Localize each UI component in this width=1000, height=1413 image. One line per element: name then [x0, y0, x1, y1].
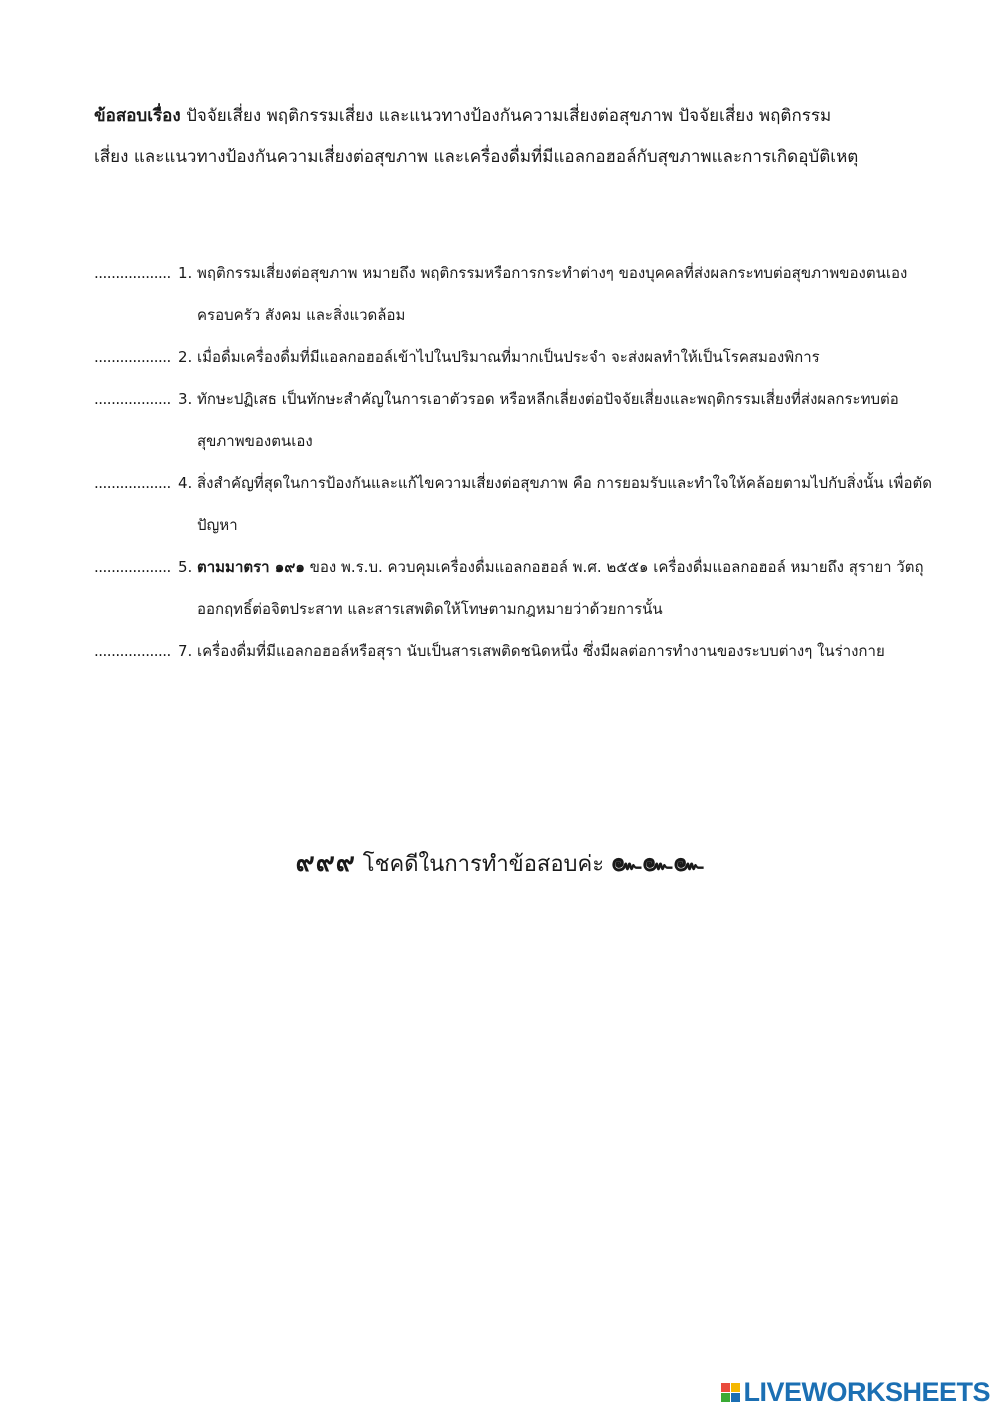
- question-5: [94, 546, 934, 630]
- question-number-7: 7.: [178, 642, 193, 660]
- question-1: [94, 252, 934, 336]
- liveworksheets-logo[interactable]: [721, 1377, 990, 1407]
- title-label: ข้อสอบเรื่อง: [94, 106, 181, 126]
- worksheet-title: [94, 96, 934, 178]
- question-number-4: 4.: [178, 474, 193, 492]
- question-number-1: 1.: [178, 264, 193, 282]
- logo-text: LIVEWORKSHEETS: [743, 1376, 990, 1407]
- question-list: [94, 252, 934, 672]
- question-text-3: ทักษะปฏิเสธ เป็นทักษะสำคัญในการเอาตัวรอด หรือหลีกเลี่ยงต่อปัจจัยเสี่ยงและพฤติกรรมเสี่ยงที่ส่งผลกระทบต่อสุขภาพของตนเอง: [197, 390, 899, 450]
- answer-blank-5[interactable]: ..................: [94, 558, 171, 576]
- question-text-2: เมื่อดื่มเครื่องดื่มที่มีแอลกอฮอล์เข้าไปในปริมาณที่มากเป็นประจำ จะส่งผลทำให้เป็นโรคสมองพิการ: [197, 348, 820, 366]
- question-text-7: เครื่องดื่มที่มีแอลกอฮอล์หรือสุรา นับเป็นสารเสพติดชนิดหนึ่ง ซึ่งมีผลต่อการทำงานของระบบต่างๆ ในร่างกาย: [197, 642, 885, 660]
- logo-mark-icon: [721, 1383, 740, 1402]
- answer-blank-7[interactable]: ..................: [94, 642, 171, 660]
- logo-square-yellow: [731, 1383, 740, 1392]
- right-ornament: ๛๛๛: [611, 848, 705, 878]
- question-number-2: 2.: [178, 348, 193, 366]
- logo-square-red: [721, 1383, 730, 1392]
- good-luck-text: โชคดีในการทำข้อสอบค่ะ: [355, 852, 612, 877]
- question-text-4: สิ่งสำคัญที่สุดในการป้องกันและแก้ไขความเสี่ยงต่อสุขภาพ คือ การยอมรับและทำใจให้คล้อยตามไปกับสิ่งนั้น เพื่อตัดปัญหา: [197, 474, 932, 534]
- title-line2: เสี่ยง และแนวทางป้องกันความเสี่ยงต่อสุขภาพ และเครื่องดื่มที่มีแอลกอฮอล์กับสุขภาพและการเกิดอุบัติเหตุ: [94, 147, 859, 167]
- question-number-3: 3.: [178, 390, 193, 408]
- question-text-1: พฤติกรรมเสี่ยงต่อสุขภาพ หมายถึง พฤติกรรมหรือการกระทำต่างๆ ของบุคคลที่ส่งผลกระทบต่อสุขภาพของตนเอง ครอบครัว สังคม และสิ่งแวดล้อม: [197, 264, 908, 324]
- question-number-5: 5.: [178, 558, 193, 576]
- question-bold-5: ตามมาตรา ๑๙๑: [197, 558, 305, 576]
- logo-square-blue: [731, 1393, 740, 1402]
- question-4: [94, 462, 934, 546]
- left-ornament: ๙๙๙: [295, 848, 356, 878]
- answer-blank-1[interactable]: ..................: [94, 264, 171, 282]
- closing-message: [0, 838, 1000, 890]
- question-3: [94, 378, 934, 462]
- question-2: [94, 336, 934, 378]
- answer-blank-4[interactable]: ..................: [94, 474, 171, 492]
- title-line1: ปัจจัยเสี่ยง พฤติกรรมเสี่ยง และแนวทางป้องกันความเสี่ยงต่อสุขภาพ ปัจจัยเสี่ยง พฤติกรรม: [180, 106, 832, 126]
- logo-square-green: [721, 1393, 730, 1402]
- question-text-5: ของ พ.ร.บ. ควบคุมเครื่องดื่มแอลกอฮอล์ พ.ศ. ๒๕๕๑ เครื่องดื่มแอลกอฮอล์ หมายถึง สุรายา วัตถุออกฤทธิ์ต่อจิตประสาท และสารเสพติดให้โทษตามกฎหมายว่าด้วยการนั้น: [197, 558, 924, 618]
- question-7: [94, 630, 934, 672]
- answer-blank-2[interactable]: ..................: [94, 348, 171, 366]
- answer-blank-3[interactable]: ..................: [94, 390, 171, 408]
